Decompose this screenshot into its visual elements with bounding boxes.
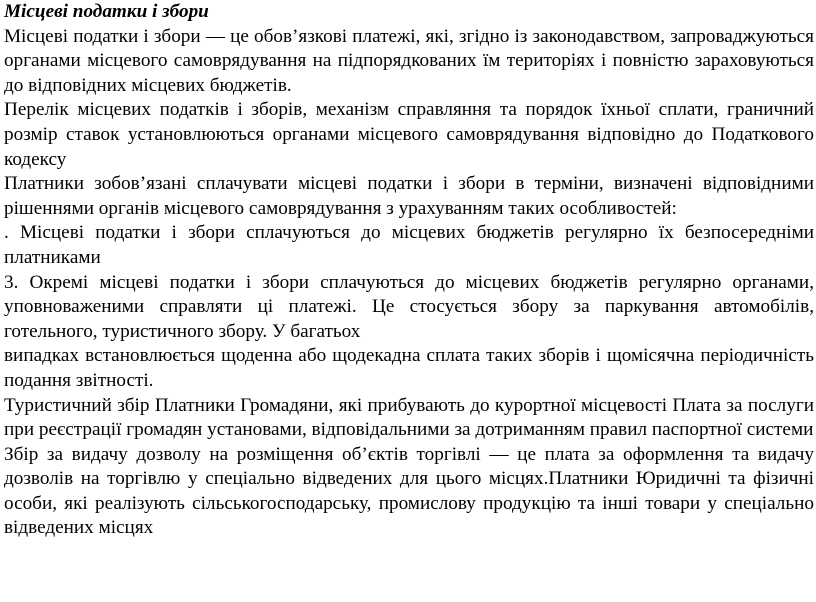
document-title: Місцеві податки і збори <box>4 1 209 22</box>
paragraph-tax-list: Перелік місцевих податків і зборів, механізм справляння та порядок їхньої сплати, граничний розмір ставок установлюються органами місцевого самоврядування відповідно до Податкового кодексу <box>4 99 814 170</box>
paragraph-tourist-tax: Туристичний збір Платники Громадяни, які прибувають до курортної місцевості Плата за послуги при реєстрації громадян установами, відповідальними за дотриманням правил паспортної системи <box>4 394 814 441</box>
paragraph-payers-obligations: Платники зобов’язані сплачувати місцеві податки і збори в терміни, визначені відповідними рішеннями органів місцевого самоврядування з урахуванням таких особливостей: <box>4 173 814 219</box>
paragraph-payment-frequency: випадках встановлюється щоденна або щодекадна сплата таких зборів і щомісячна періодичність подання звітності. <box>4 345 814 391</box>
paragraph-direct-payment: . Місцеві податки і збори сплачуються до місцевих бюджетів регулярно їх безпосередніми платниками <box>4 222 814 268</box>
paragraph-definition: Місцеві податки і збори — це обов’язкові платежі, які, згідно із законодавством, запроваджуються органами місцевого самоврядування на підпорядкованих їм територіях і повністю зараховуються до відповідних місцевих бюджетів. <box>4 25 814 96</box>
paragraph-authorized-bodies: 3. Окремі місцеві податки і збори сплачуються до місцевих бюджетів регулярно органами, уповноваженими справляти ці платежі. Це стосується збору за паркування автомобілів, готельного, туристичного збору. У багатьох <box>4 271 814 342</box>
paragraph-trade-permit-fee: Збір за видачу дозволу на розміщення об’єктів торгівлі — це плата за оформлення та видачу дозволів на торгівлю у спеціально відведених для цього місцях.Платники Юридичні та фізичні особи, які реалізують сільськогосподарську, промислову продукцію та інші товари у спеціально відведених місцях <box>4 443 814 539</box>
